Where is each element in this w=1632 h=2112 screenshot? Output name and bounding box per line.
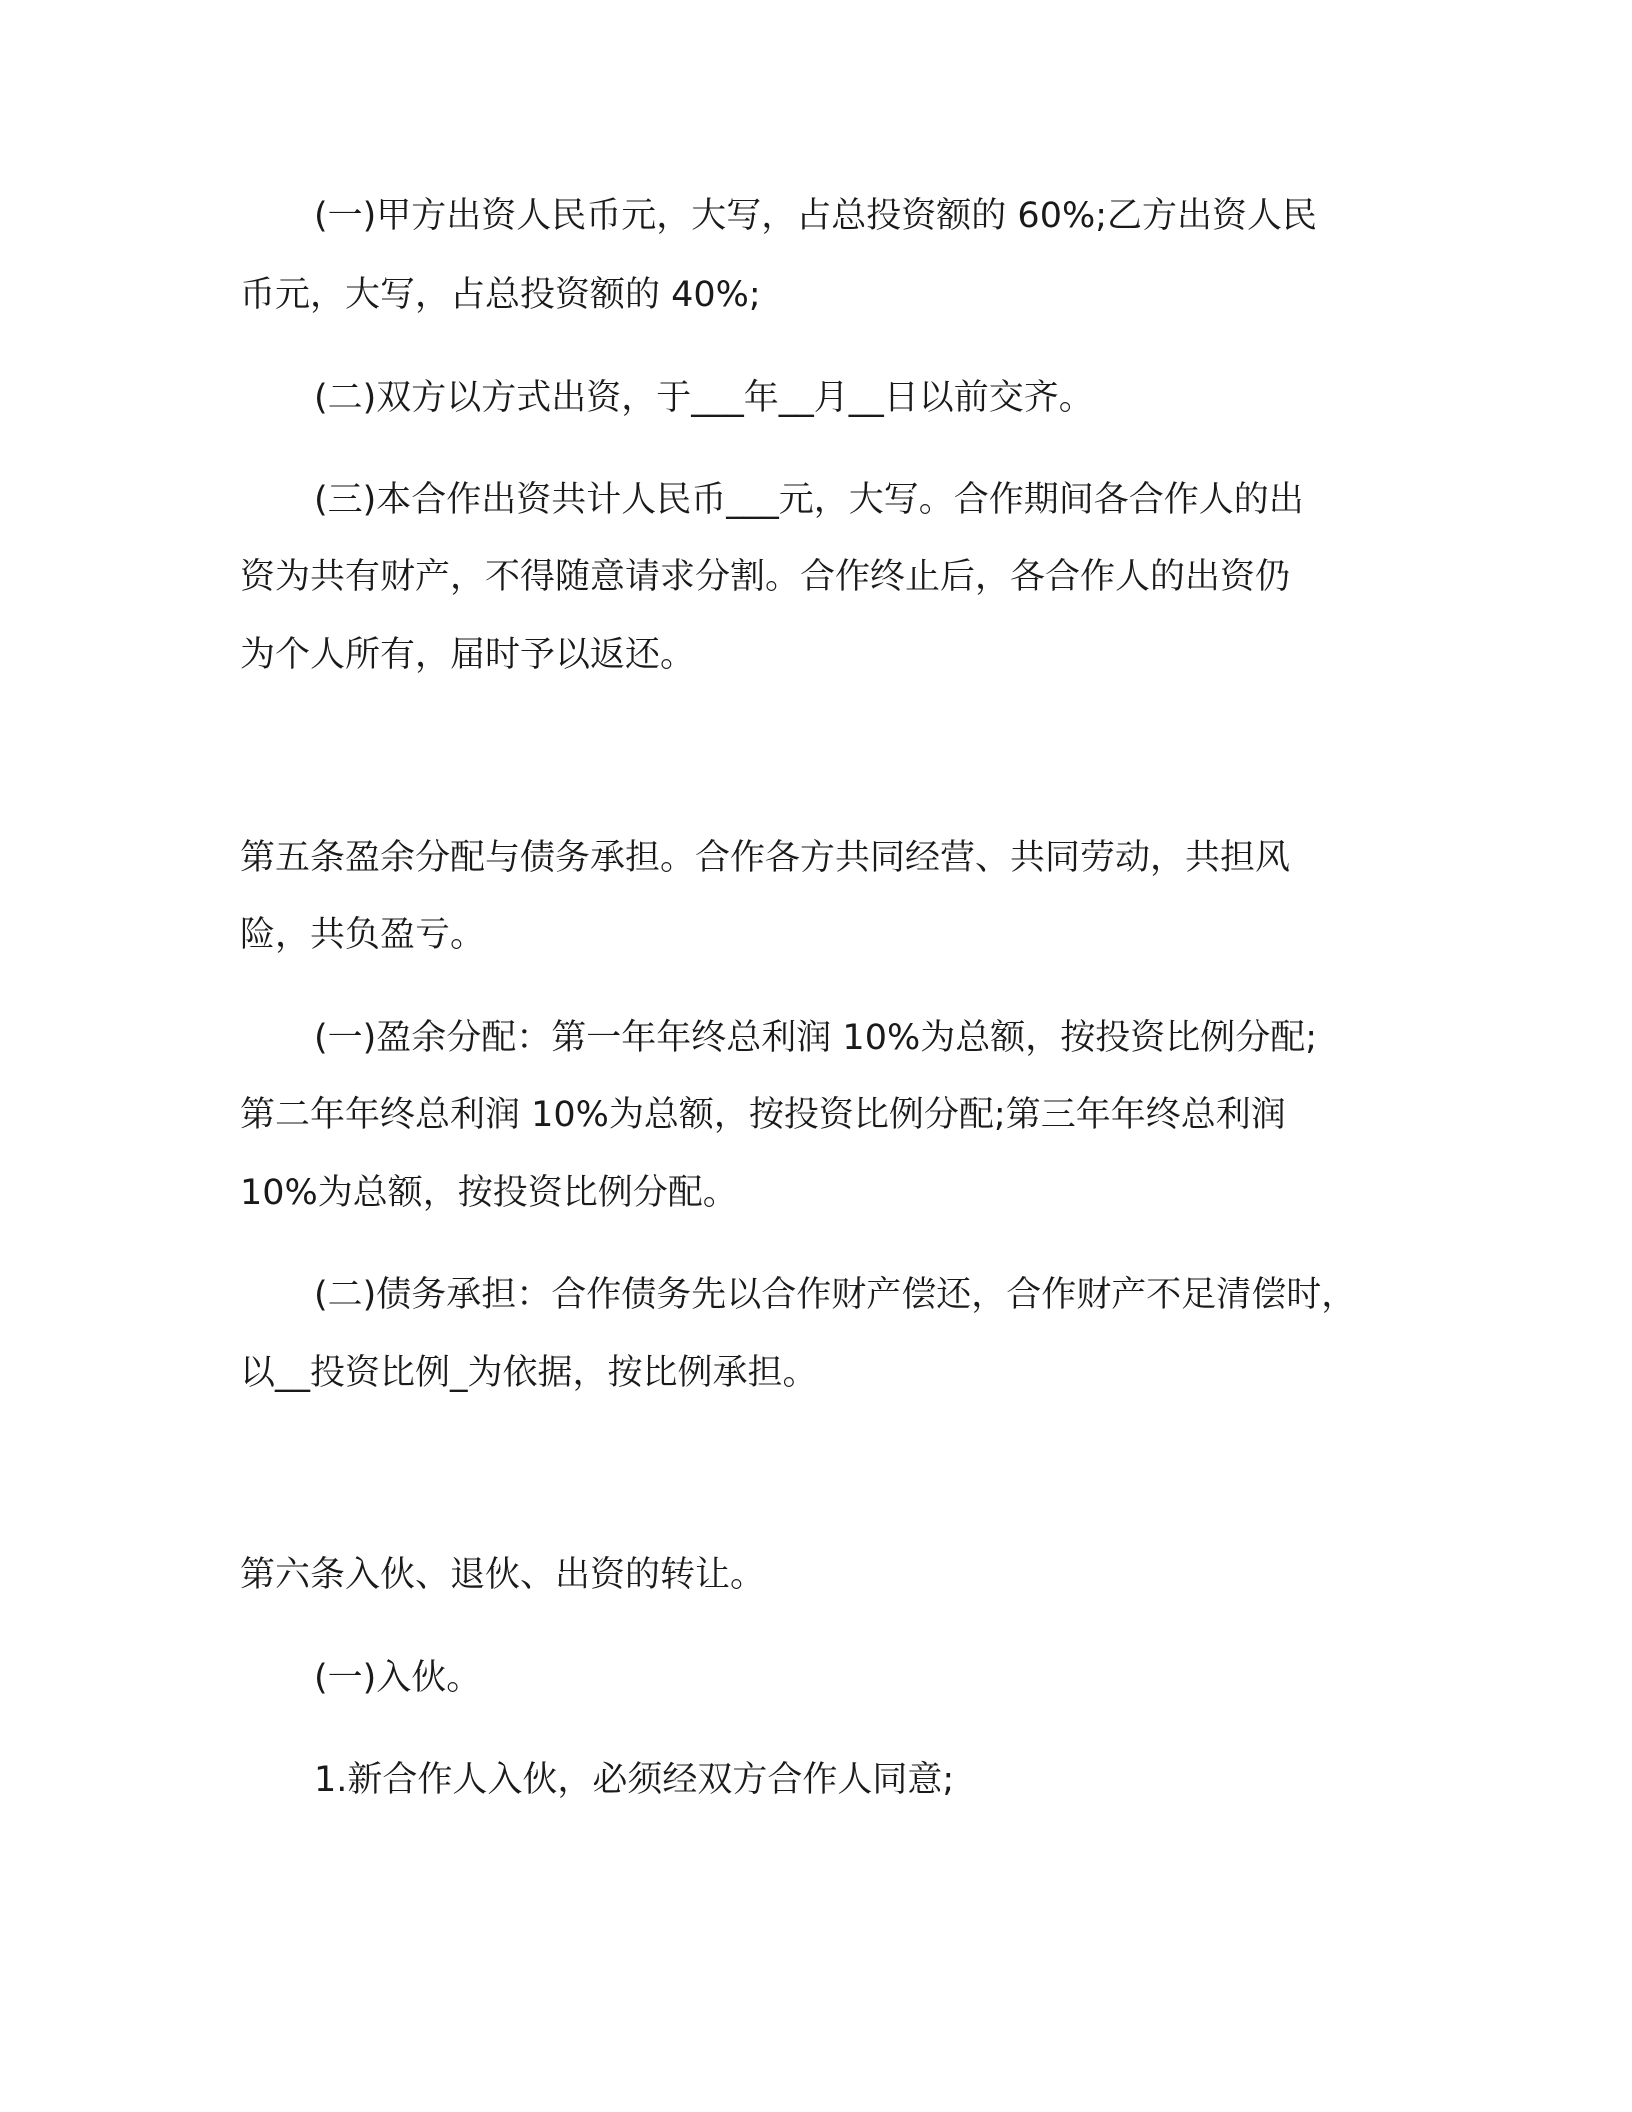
paragraph-line: 为个人所有，届时予以返还。 — [240, 635, 696, 675]
paragraph-line: (三)本合作出资共计人民币___元，大写。合作期间各合作人的出 — [314, 480, 1304, 520]
paragraph-line: 资为共有财产，不得随意请求分割。合作终止后，各合作人的出资仍 — [240, 557, 1291, 597]
paragraph-line: 1.新合作人入伙，必须经双方合作人同意; — [314, 1760, 955, 1800]
paragraph-line: 币元，大写，占总投资额的 40%; — [240, 275, 761, 315]
section-heading-line: 第五条盈余分配与债务承担。合作各方共同经营、共同劳动，共担风 — [240, 838, 1291, 878]
paragraph-line: (一)盈余分配：第一年年终总利润 10%为总额，按投资比例分配; — [314, 1018, 1318, 1058]
paragraph-line: 10%为总额，按投资比例分配。 — [240, 1173, 738, 1213]
paragraph-line: 第二年年终总利润 10%为总额，按投资比例分配;第三年年终总利润 — [240, 1095, 1286, 1135]
paragraph-line: (一)甲方出资人民币元，大写，占总投资额的 60%;乙方出资人民 — [314, 196, 1318, 236]
paragraph-line: (一)入伙。 — [314, 1658, 482, 1698]
section-heading-line: 险，共负盈亏。 — [240, 915, 486, 955]
section-heading-line: 第六条入伙、退伙、出资的转让。 — [240, 1555, 766, 1595]
paragraph-line: (二)双方以方式出资，于___年__月__日以前交齐。 — [314, 378, 1094, 418]
paragraph-line: (二)债务承担：合作债务先以合作财产偿还，合作财产不足清偿时， — [314, 1275, 1357, 1315]
paragraph-line: 以__投资比例_为依据，按比例承担。 — [240, 1353, 818, 1393]
